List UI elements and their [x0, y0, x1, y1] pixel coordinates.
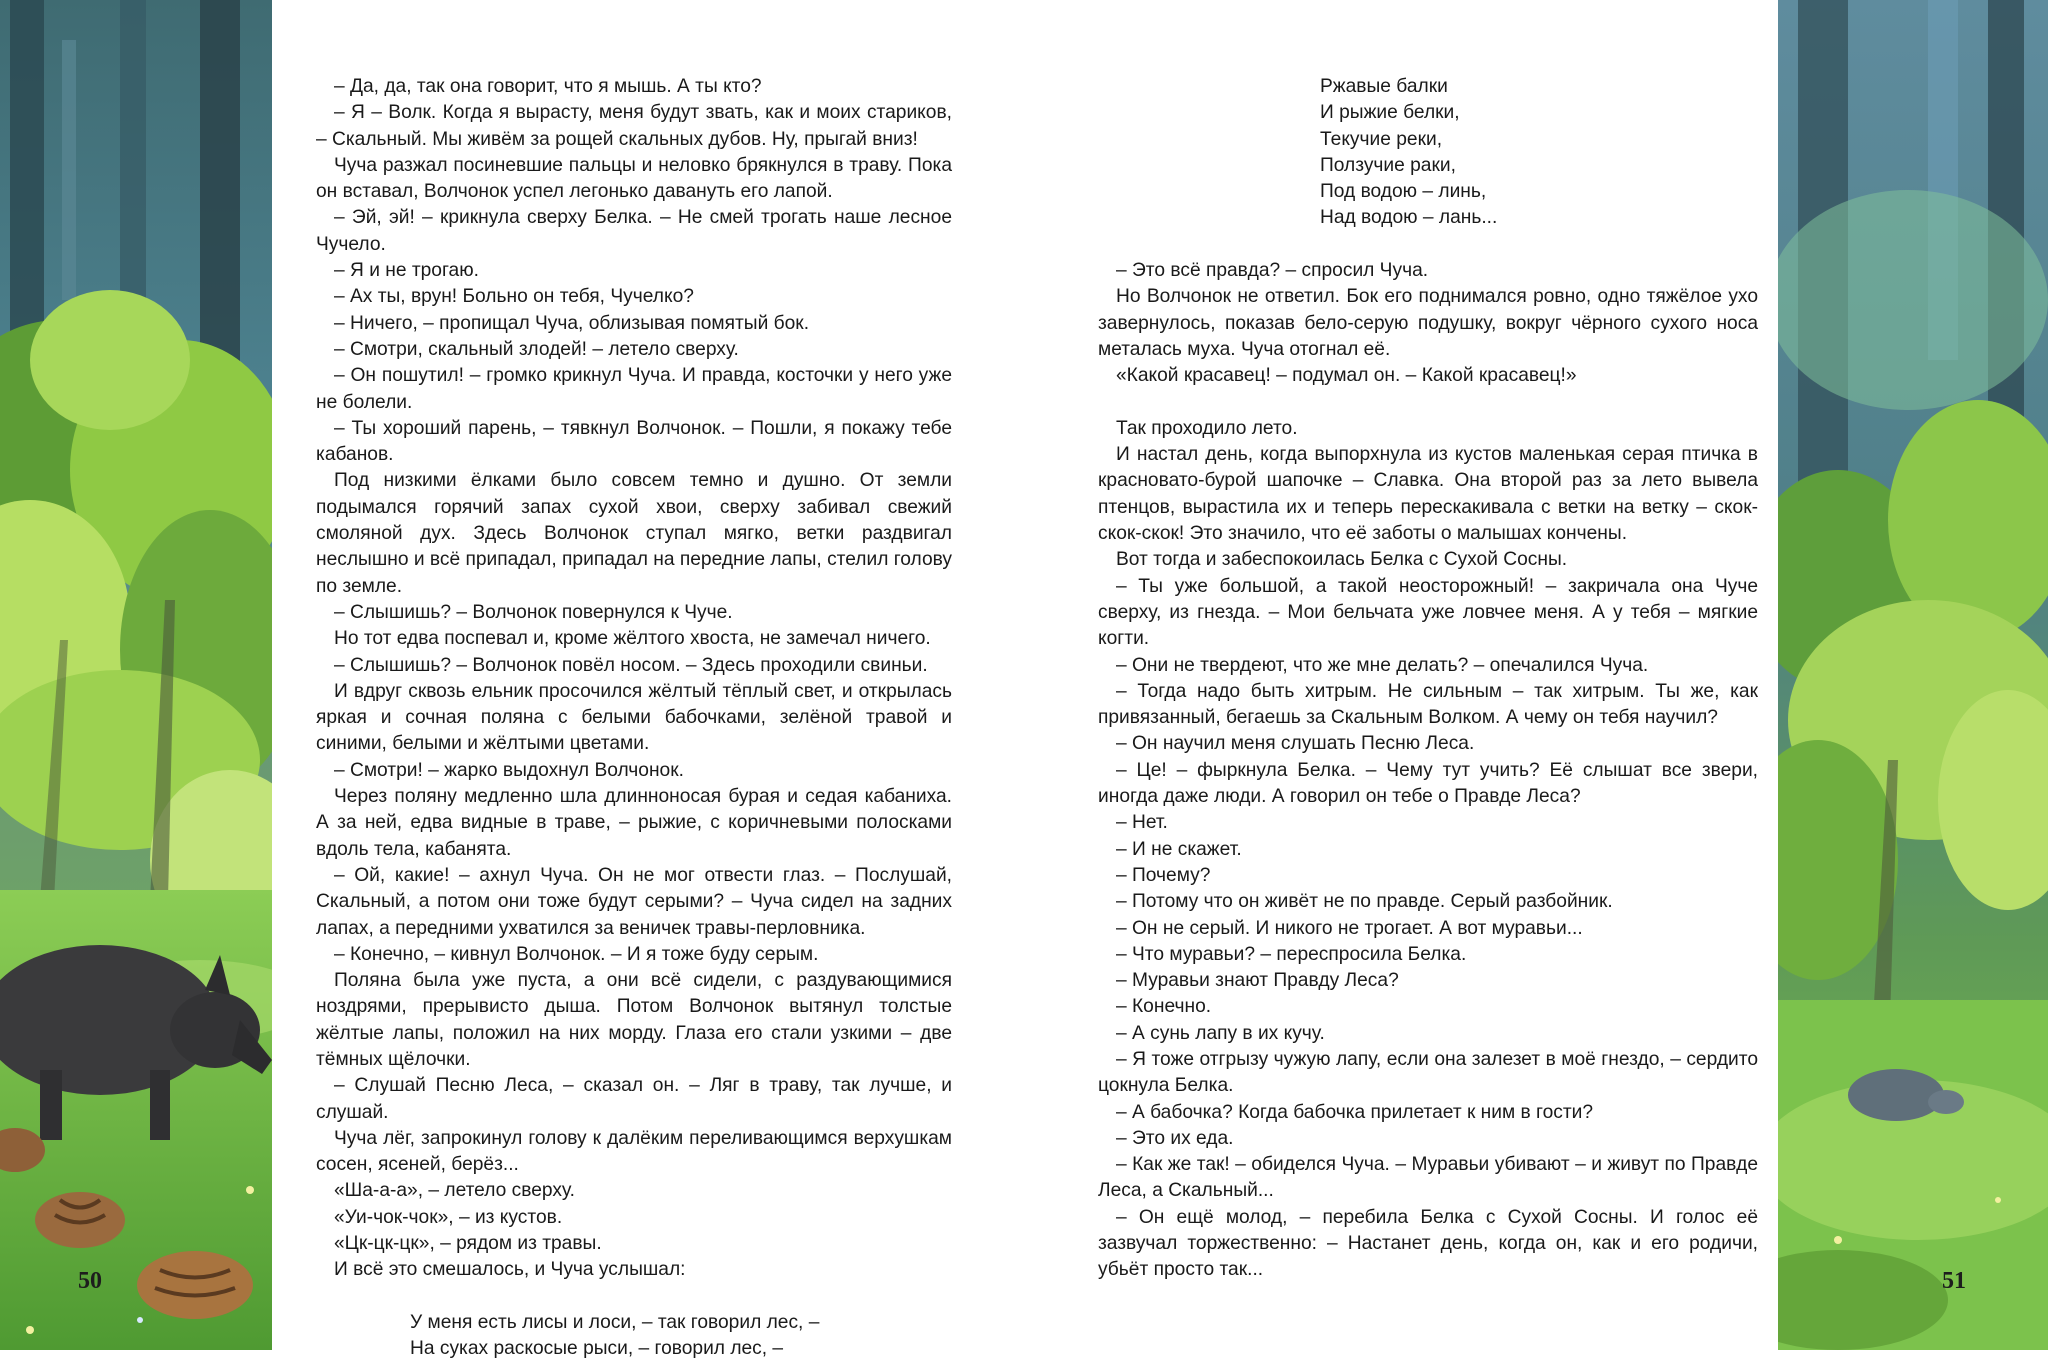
paragraph: – Нет.: [1116, 812, 1168, 834]
paragraph: – Он не серый. И никого не трогает. А вот муравьи...: [1116, 917, 1583, 939]
verse-line: У меня есть лисы и лоси, – так говорил лес, –: [410, 1311, 820, 1333]
verse-line: Ржавые балки: [1320, 76, 1448, 97]
forest-illustration-right: [1778, 0, 2048, 1350]
verse-line: Над водою – лань...: [1320, 207, 1498, 229]
paragraph: – Эй, эй! – крикнула сверху Белка. – Не смей трогать наше лесное Чучело.: [316, 207, 952, 255]
paragraph: – Да, да, так она говорит, что я мышь. А ты кто?: [334, 76, 762, 97]
paragraph: И настал день, когда выпорхнула из кустов маленькая серая птичка в красновато-бурой шапочке – Славка. Она второй раз за лето вывела птенцов, вырастила их и теперь перескакивала с ветки на ветку – скок-скок-скок! Это значило, что её заботы о малышах кончены.: [1098, 444, 1758, 545]
paragraph: – Я тоже отгрызу чужую лапу, если она залезет в моё гнездо, – сердито цокнула Белка.: [1098, 1048, 1758, 1097]
paragraph: – Слышишь? – Волчонок повёл носом. – Здесь проходили свиньи.: [334, 654, 928, 676]
paragraph: – Ты уже большой, а такой неосторожный! – закричала она Чуче сверху, из гнезда. – Мои бельчата уже ловчее меня. А у тебя – мягкие когти.: [1098, 575, 1758, 650]
paragraph: – Смотри! – жарко выдохнул Волчонок.: [334, 759, 684, 781]
blank-line: [1098, 390, 1758, 416]
paragraph: – Я – Волк. Когда я вырасту, меня будут звать, как и моих стариков, – Скальный. Мы живём за рощей скальных дубов. Ну, прыгай вниз!: [316, 102, 952, 150]
paragraph: – Конечно, – кивнул Волчонок. – И я тоже буду серым.: [334, 943, 819, 965]
paragraph: – Он научил меня слушать Песню Леса.: [1116, 733, 1475, 755]
text-column-left: [316, 74, 952, 1363]
paragraph: – Ты хороший парень, – тявкнул Волчонок. – Пошли, я покажу тебе кабанов.: [316, 417, 952, 466]
paragraph: «Цк-цк-цк», – рядом из травы.: [334, 1233, 602, 1255]
page-number-right: 51: [1942, 1268, 1966, 1294]
paragraph: – Тогда надо быть хитрым. Не сильным – так хитрым. Ты же, как привязанный, бегаешь за Скальным Волком. А чему он тебя научил?: [1098, 680, 1758, 729]
verse-line: Под водою – линь,: [1320, 181, 1487, 203]
paragraph: – Что муравьи? – переспросила Белка.: [1116, 943, 1467, 965]
paragraph: – Я и не трогаю.: [334, 260, 479, 282]
paragraph: – Почему?: [1116, 864, 1211, 886]
verse-line: Ползучие раки,: [1320, 154, 1456, 176]
paragraph: Чуча разжал посиневшие пальцы и неловко брякнулся в траву. Пока он вставал, Волчонок успел легонько давануть его лапой.: [316, 154, 952, 203]
paragraph: «Ша-а-а», – летело сверху.: [334, 1180, 575, 1202]
paragraph: – Он пошутил! – громко крикнул Чуча. И правда, косточки у него уже не болели.: [316, 365, 952, 413]
paragraph: – Ничего, – пропищал Чуча, облизывая помятый бок.: [334, 312, 810, 334]
verse-line: Текучие реки,: [1320, 128, 1443, 150]
paragraph: – Смотри, скальный злодей! – летело сверху.: [334, 338, 739, 360]
forest-painting-left: [0, 0, 272, 1350]
paragraph: – Ах ты, врун! Больно он тебя, Чучелко?: [334, 286, 694, 308]
paragraph: – Конечно.: [1116, 996, 1212, 1018]
paragraph: «Какой красавец! – подумал он. – Какой красавец!»: [1116, 365, 1577, 387]
paragraph: Но тот едва поспевал и, кроме жёлтого хвоста, не замечал ничего.: [334, 628, 931, 650]
page-number-left: 50: [78, 1268, 102, 1294]
verse-line: На суках раскосые рыси, – говорил лес, –: [410, 1338, 784, 1360]
paragraph: И вдруг сквозь ельник просочился жёлтый тёплый свет, и открылась яркая и сочная поляна с белыми бабочками, зелёной травой и синими, белыми и жёлтыми цветами.: [316, 680, 952, 755]
paragraph: Но Волчонок не ответил. Бок его поднимался ровно, одно тяжёлое ухо завернулось, показав бело-серую подушку, вокруг чёрного сухого носа металась муха. Чуча отогнал её.: [1098, 286, 1758, 360]
paragraph: – Он ещё молод, – перебила Белка с Сухой Сосны. И голос её зазвучал торжественно: – Настанет день, когда он, как и его родичи, убьёт просто так...: [1098, 1206, 1758, 1281]
paragraph: – Потому что он живёт не по правде. Серый разбойник.: [1116, 891, 1613, 913]
paragraph: – Это их еда.: [1116, 1127, 1234, 1149]
blank-line: [316, 1284, 952, 1310]
paragraph: Под низкими ёлками было совсем темно и душно. От земли подымался горячий запах сухой хвои, сверху забивал свежий смоляной дух. Здесь Волчонок ступал мягко, ветки раздвигал неслышно и всё припадал, припадал на передние лапы, стелил голову по земле.: [316, 470, 952, 597]
paragraph: – Муравьи знают Правду Леса?: [1116, 970, 1399, 992]
paragraph: – Это всё правда? – спросил Чуча.: [1116, 260, 1429, 282]
blank-line: [1098, 232, 1758, 258]
paragraph: – Слышишь? – Волчонок повернулся к Чуче.: [334, 601, 733, 623]
paragraph: – Ой, какие! – ахнул Чуча. Он не мог отвести глаз. – Послушай, Скальный, а потом они тоже будут серыми? – Чуча сидел на задних лапах, а передними ухватился за веничек травы-перловника.: [316, 864, 952, 939]
text-column-right: [1098, 74, 1758, 1284]
paragraph: – Как же так! – обиделся Чуча. – Муравьи убивают – и живут по Правде Леса, а Скальный...: [1098, 1154, 1758, 1202]
paragraph: Так проходило лето.: [1116, 417, 1298, 439]
paragraph: Через поляну медленно шла длинноносая бурая и седая кабаниха. А за ней, едва видные в траве, – рыжие, с коричневыми полосками вдоль тела, кабанята.: [316, 786, 952, 860]
paragraph: Поляна была уже пуста, а они всё сидели, с раздувающимися ноздрями, прерывисто дыша. Потом Волчонок вытянул толстые жёлтые лапы, положил на них морду. Глаза его стали узкими – две тёмных щёлочки.: [316, 970, 952, 1070]
paragraph: Вот тогда и забеспокоилась Белка с Сухой Сосны.: [1116, 549, 1568, 571]
paragraph: – Слушай Песню Леса, – сказал он. – Ляг в траву, так лучше, и слушай.: [316, 1075, 952, 1123]
verse-line: И рыжие белки,: [1320, 102, 1460, 124]
paragraph: – Они не твердеют, что же мне делать? – опечалился Чуча.: [1116, 654, 1649, 676]
paragraph: – А бабочка? Когда бабочка прилетает к ним в гости?: [1116, 1101, 1594, 1123]
paragraph: «Уи-чок-чок», – из кустов.: [334, 1206, 563, 1228]
forest-painting-right: [1778, 0, 2048, 1350]
paragraph: – Це! – фыркнула Белка. – Чему тут учить? Её слышат все звери, иногда даже люди. А говорил он тебе о Правде Леса?: [1098, 759, 1758, 808]
paragraph: – И не скажет.: [1116, 838, 1242, 860]
paragraph: Чуча лёг, запрокинул голову к далёким переливающимся верхушкам сосен, ясеней, берёз...: [316, 1127, 952, 1176]
paragraph: – А сунь лапу в их кучу.: [1116, 1022, 1325, 1044]
paragraph: И всё это смешалось, и Чуча услышал:: [334, 1259, 686, 1281]
forest-illustration-left: [0, 0, 272, 1350]
